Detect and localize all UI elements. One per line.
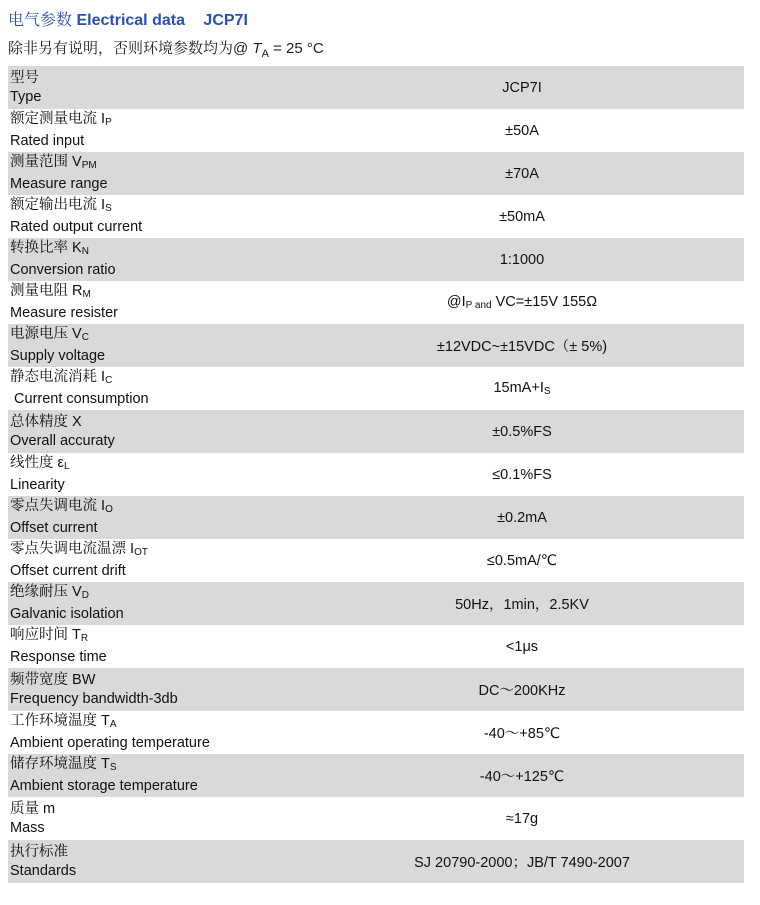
title-model: JCP7I — [203, 12, 248, 29]
parameter-value-text: ≤0.1%FS — [492, 466, 552, 483]
note-suffix: = 25 °C — [268, 40, 324, 57]
note-subscript: A — [261, 48, 269, 60]
parameter-label — [8, 539, 300, 582]
parameter-symbol: X — [72, 413, 82, 430]
table-row — [8, 539, 744, 582]
parameter-value-text: ±70A — [505, 165, 539, 182]
parameter-name-en: Offset current — [10, 520, 98, 536]
table-row — [8, 754, 744, 797]
parameter-name-cn-text: 质量 — [10, 800, 39, 817]
parameter-value-text: ≈17g — [505, 810, 539, 827]
note-variable: T — [252, 40, 262, 57]
parameter-symbol-subscript: P — [105, 117, 112, 128]
parameter-name-cn — [10, 671, 300, 690]
parameter-value — [300, 754, 744, 797]
parameter-value-subscript: P and — [465, 300, 492, 311]
parameter-label — [8, 668, 300, 711]
parameter-name-cn-text: 线性度 — [10, 455, 54, 471]
parameter-name-en: Rated output current — [10, 219, 143, 235]
parameter-name-cn — [10, 239, 300, 261]
parameter-name-cn-text: 额定测量电流 — [10, 111, 97, 127]
table-row — [8, 238, 744, 281]
parameter-symbol-subscript: D — [81, 590, 89, 601]
parameter-name-en: Ambient storage temperature — [10, 778, 198, 794]
parameter-name-en: Standards — [10, 862, 77, 879]
parameter-name-cn-text: 转换比率 — [10, 240, 68, 256]
parameter-name-cn-text: 测量电阻 — [10, 283, 68, 299]
parameter-label — [8, 324, 300, 367]
parameter-name-cn — [10, 755, 300, 777]
parameter-label — [8, 711, 300, 754]
parameter-symbol-subscript: R — [80, 633, 89, 644]
parameter-value — [300, 195, 744, 238]
header — [0, 0, 760, 66]
parameter-value-text: <1μs — [505, 638, 539, 655]
parameter-name-cn — [10, 413, 300, 432]
parameter-name-cn-text: 静态电流消耗 — [10, 369, 97, 385]
table-body — [8, 66, 744, 883]
parameter-name-cn — [10, 540, 300, 562]
parameter-name-en: Overall accuraty — [10, 432, 115, 449]
parameter-name-en: Conversion ratio — [10, 262, 116, 278]
parameter-value-text: SJ 20790-2000；JB/T 7490-2007 — [414, 855, 630, 871]
parameter-symbol-subscript: S — [109, 762, 117, 773]
parameter-value — [300, 625, 744, 668]
parameter-name-cn-text: 绝缘耐压 — [10, 584, 68, 600]
parameter-label — [8, 109, 300, 152]
parameter-name-cn-text: 测量范围 — [10, 154, 68, 170]
parameter-value — [300, 109, 744, 152]
table-row — [8, 625, 744, 668]
parameter-name-cn — [10, 196, 300, 218]
parameter-symbol: K — [72, 240, 82, 256]
parameter-value-text: ±50A — [505, 122, 539, 139]
table-row — [8, 840, 744, 883]
parameter-value-text: 15mA+I — [493, 380, 544, 396]
parameter-value — [300, 668, 744, 711]
parameter-name-cn — [10, 497, 300, 519]
table-row — [8, 66, 744, 109]
parameter-name-cn-text: 储存环境温度 — [10, 756, 97, 772]
parameter-symbol: T — [72, 627, 81, 643]
parameter-value-subscript: S — [543, 386, 551, 397]
parameter-name-cn — [10, 69, 300, 88]
parameter-label — [8, 281, 300, 324]
title-english: Electrical data — [76, 12, 185, 29]
table-row — [8, 453, 744, 496]
parameter-name-cn-text: 执行标准 — [10, 843, 68, 860]
parameter-value-text: 1:1000 — [499, 251, 545, 268]
parameter-value — [300, 711, 744, 754]
parameter-value-text: ±0.2mA — [497, 509, 547, 526]
table-row — [8, 797, 744, 840]
parameter-name-en: Type — [10, 88, 42, 105]
parameter-symbol-subscript: N — [81, 246, 89, 257]
parameter-label — [8, 496, 300, 539]
parameter-symbol: I — [101, 111, 106, 127]
parameter-value — [300, 410, 744, 453]
parameter-name-en: Frequency bandwidth-3db — [10, 690, 178, 707]
parameter-name-en: Supply voltage — [10, 348, 106, 364]
parameter-value — [300, 453, 744, 496]
table-row — [8, 668, 744, 711]
parameter-name-cn-text: 额定输出电流 — [10, 197, 97, 213]
parameter-value-text: JCP7I — [502, 79, 542, 96]
parameter-value — [300, 152, 744, 195]
parameter-name-en: Current consumption — [10, 391, 149, 407]
parameter-symbol: I — [101, 498, 106, 514]
parameter-name-cn-text: 零点失调电流 — [10, 498, 97, 514]
parameter-name-cn — [10, 368, 300, 390]
parameter-name-cn — [10, 843, 300, 862]
parameter-name-en: Response time — [10, 649, 107, 665]
parameter-symbol-subscript: M — [82, 289, 91, 300]
parameter-symbol-subscript: OT — [134, 547, 148, 558]
parameter-name-cn-text: 电源电压 — [10, 326, 68, 342]
parameter-label — [8, 840, 300, 883]
parameter-value — [300, 840, 744, 883]
parameter-symbol: I — [101, 197, 106, 213]
parameter-value — [300, 324, 744, 367]
parameter-label — [8, 410, 300, 453]
parameter-symbol-subscript: C — [81, 332, 89, 343]
parameter-name-en: Measure resister — [10, 305, 118, 321]
parameter-value-suffix: VC=±15V 155Ω — [495, 294, 598, 310]
parameter-value — [300, 367, 744, 410]
table-row — [8, 324, 744, 367]
parameter-label — [8, 66, 300, 109]
parameter-name-cn-text: 型号 — [10, 69, 39, 86]
parameter-label — [8, 582, 300, 625]
parameter-name-en: Ambient operating temperature — [10, 735, 210, 751]
parameter-symbol: V — [72, 584, 82, 600]
parameter-value — [300, 238, 744, 281]
parameter-value — [300, 797, 744, 840]
parameter-label — [8, 195, 300, 238]
table-row — [8, 496, 744, 539]
parameter-label — [8, 797, 300, 840]
parameter-name-en: Offset current drift — [10, 563, 126, 579]
parameter-name-cn-text: 总体精度 — [10, 413, 68, 430]
section-title — [8, 7, 248, 30]
note-prefix: 除非另有说明，否则环境参数均为@ — [8, 40, 253, 57]
parameter-name-cn — [10, 712, 300, 734]
table-row — [8, 410, 744, 453]
parameter-value-text: -40～+125℃ — [479, 769, 565, 785]
parameter-label — [8, 238, 300, 281]
parameter-value-text: DC～200KHz — [478, 683, 566, 699]
parameter-name-cn — [10, 282, 300, 304]
parameter-label — [8, 453, 300, 496]
parameter-value-text: 50Hz，1min，2.5KV — [455, 597, 589, 613]
parameter-symbol: I — [101, 369, 106, 385]
parameter-name-en: Rated input — [10, 133, 85, 149]
parameter-label — [8, 625, 300, 668]
parameter-value-text: ±0.5%FS — [492, 423, 552, 440]
parameter-symbol: T — [101, 756, 110, 772]
parameter-name-en: Linearity — [10, 477, 65, 493]
parameter-value-text: ±50mA — [499, 208, 545, 225]
parameter-symbol: I — [130, 541, 135, 557]
electrical-data-table — [8, 66, 744, 883]
parameter-name-cn-text: 零点失调电流温漂 — [10, 541, 126, 557]
parameter-symbol-subscript: L — [64, 461, 70, 472]
parameter-symbol-subscript: O — [105, 504, 113, 515]
parameter-label — [8, 754, 300, 797]
parameter-symbol-subscript: A — [109, 719, 117, 730]
parameter-value — [300, 582, 744, 625]
parameter-value-text: ≤0.5mA/℃ — [486, 552, 558, 569]
parameter-label — [8, 152, 300, 195]
parameter-value — [300, 281, 744, 324]
parameter-symbol-subscript: PM — [81, 160, 97, 171]
parameter-name-cn — [10, 325, 300, 347]
parameter-value-text: -40～+85℃ — [483, 726, 561, 742]
parameter-symbol: R — [72, 283, 83, 299]
parameter-name-cn-text: 频带宽度 — [10, 671, 68, 688]
parameter-symbol: BW — [72, 671, 96, 688]
parameter-symbol: T — [101, 713, 110, 729]
parameter-value-text: @I — [446, 294, 466, 310]
parameter-name-cn — [10, 110, 300, 132]
table-row — [8, 109, 744, 152]
parameter-name-en: Measure range — [10, 176, 108, 192]
parameter-name-en: Galvanic isolation — [10, 606, 124, 622]
title-chinese: 电气参数 — [8, 12, 73, 29]
parameter-symbol: m — [43, 800, 56, 817]
table-row — [8, 711, 744, 754]
parameter-name-cn — [10, 454, 300, 476]
parameter-value — [300, 496, 744, 539]
parameter-symbol: ε — [57, 455, 64, 471]
parameter-name-cn — [10, 800, 300, 819]
parameter-value — [300, 66, 744, 109]
table-row — [8, 367, 744, 410]
table-row — [8, 152, 744, 195]
parameter-symbol: V — [72, 326, 82, 342]
parameter-value-text: ±12VDC~±15VDC（± 5%) — [436, 339, 608, 355]
parameter-name-cn-text: 工作环境温度 — [10, 713, 97, 729]
table-row — [8, 281, 744, 324]
parameter-symbol: V — [72, 154, 82, 170]
parameter-label — [8, 367, 300, 410]
parameter-name-cn — [10, 626, 300, 648]
parameter-name-cn — [10, 583, 300, 605]
parameter-name-en: Mass — [10, 819, 45, 836]
table-row — [8, 582, 744, 625]
table-row — [8, 195, 744, 238]
ambient-note — [8, 37, 324, 60]
parameter-name-cn-text: 响应时间 — [10, 627, 68, 643]
parameter-value — [300, 539, 744, 582]
parameter-name-cn — [10, 153, 300, 175]
parameter-symbol-subscript: C — [105, 375, 113, 386]
parameter-symbol-subscript: S — [105, 203, 112, 214]
